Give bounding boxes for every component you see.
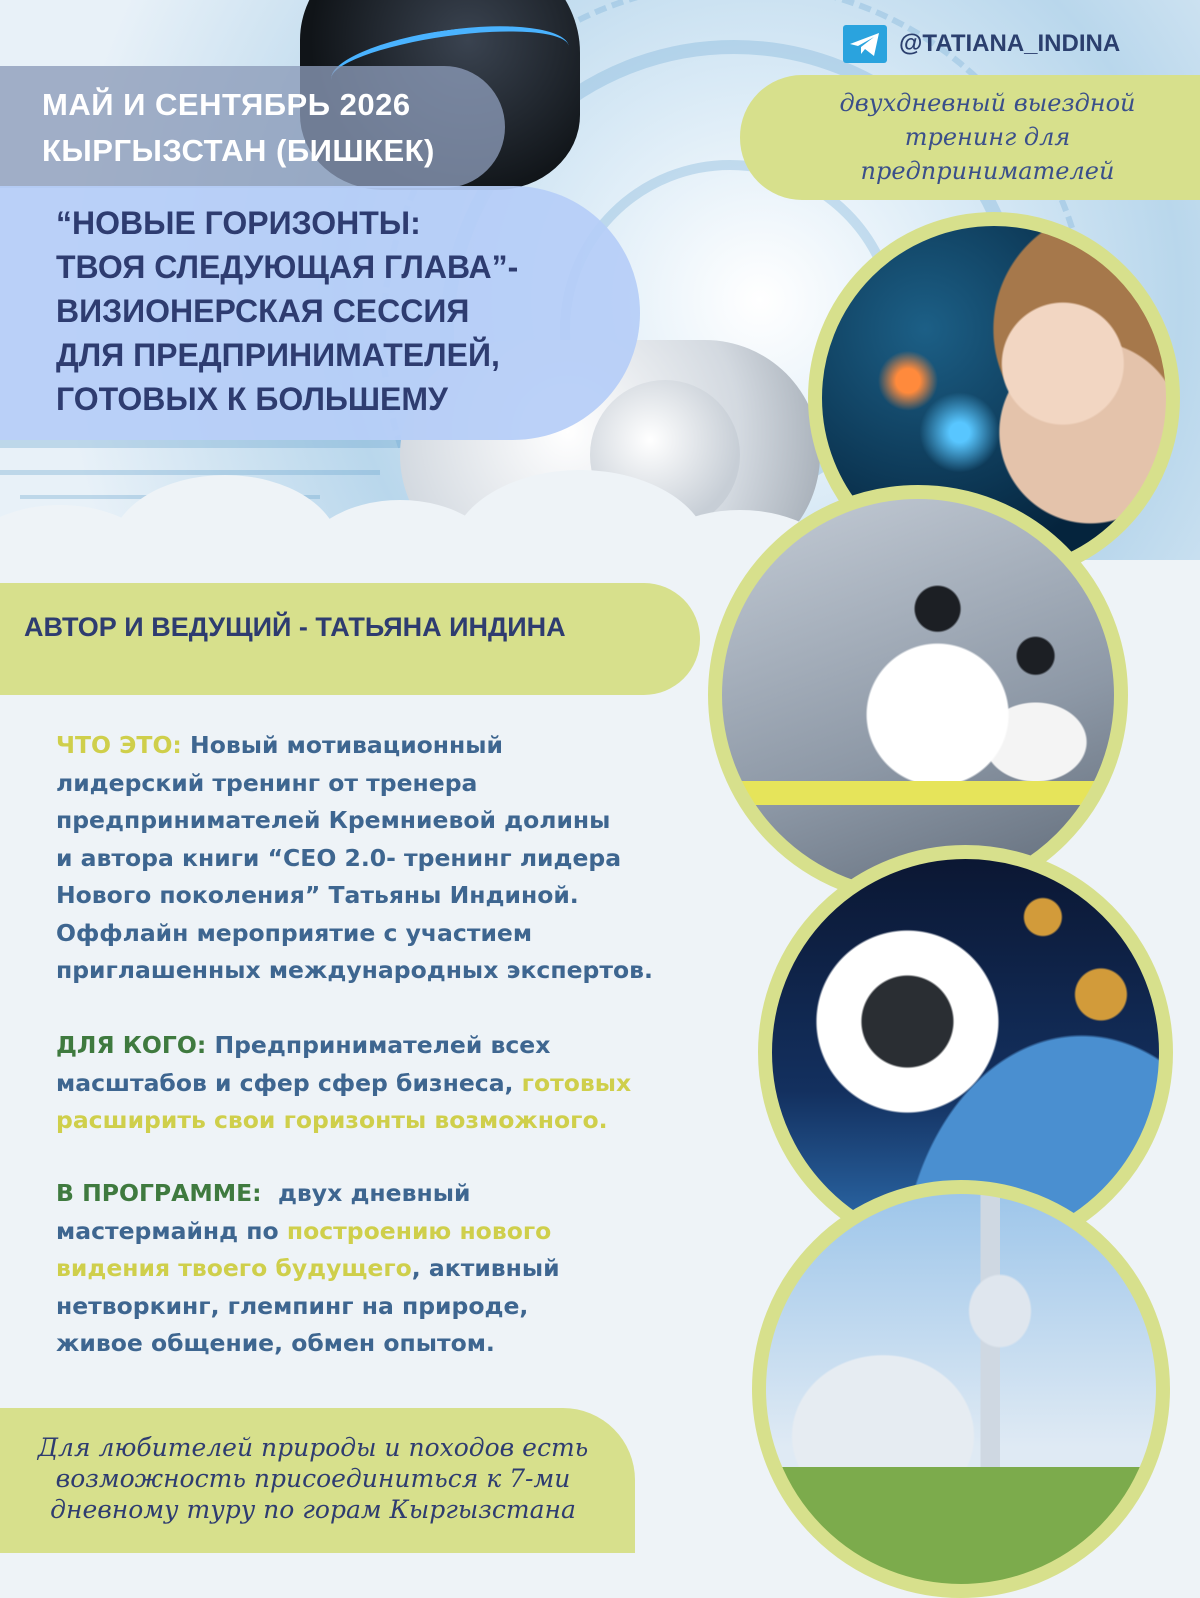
handle-text: @TATIANA_INDINA [899,30,1121,57]
subtitle-line: двухдневный выездной [839,89,1136,117]
section-who-highlight: готовых [521,1068,632,1097]
section-program-text: , активный [411,1254,560,1282]
section-program-label: В ПРОГРАММЕ: [56,1179,262,1207]
title-line: “НОВЫЕ ГОРИЗОНТЫ: [56,205,421,241]
footer-line: Для любителей природы и походов есть [37,1433,589,1462]
section-program-text: нетворкинг, глемпинг на природе, [56,1291,529,1320]
event-location: КЫРГЫЗСТАН (БИШКЕК) [42,133,435,168]
title-line: ВИЗИОНЕРСКАЯ СЕССИЯ [56,293,470,329]
event-subtitle [810,86,1165,188]
section-who-highlight: расширить свои горизонты возможного. [56,1106,608,1134]
section-what-text: приглашенных международных экспертов. [56,956,653,984]
footer-line: возможность присоединиться к 7-ми [55,1464,571,1493]
subtitle-line: тренинг для [904,123,1071,151]
section-what-text: Нового поколения” Татьяны Индиной. [56,881,579,909]
section-program-text: мастермайнд по [56,1216,287,1245]
section-who [56,1027,736,1140]
event-date-location [42,82,435,174]
title-line: ТВОЯ СЛЕДУЮЩАЯ ГЛАВА”- [56,249,519,285]
section-what-text: лидерский тренинг от тренера [56,768,478,797]
title-line: ДЛЯ ПРЕДПРИНИМАТЕЛЕЙ, [56,337,500,373]
event-date: МАЙ И СЕНТЯБРЬ 2026 [42,87,411,122]
section-program-highlight: построению нового [286,1216,552,1245]
futuristic-city-image [752,1180,1170,1598]
title-line: ГОТОВЫХ К БОЛЬШЕМУ [56,381,448,417]
section-what-text: и автора книги “CEO 2.0- тренинг лидера [56,843,622,872]
telegram-icon [843,25,887,63]
section-program-text: двух дневный [261,1179,471,1207]
event-title [56,201,626,421]
section-who-text: Предпринимателей всех [206,1031,551,1059]
footer-line: дневному туру по горам Кыргызстана [50,1495,576,1524]
section-program [56,1175,736,1363]
section-what-label: ЧТО ЭТО: [56,731,182,759]
section-program-highlight: видения твоего будущего [56,1254,412,1282]
telegram-handle-link[interactable] [843,24,1120,64]
factory-robots-image [708,485,1128,905]
section-what-text: предпринимателей Кремниевой долины [56,806,611,834]
author-name: АВТОР И ВЕДУЩИЙ - ТАТЬЯНА ИНДИНА [24,612,566,642]
section-what-text: Оффлайн мероприятие с участием [56,918,533,947]
section-who-text: масштабов и сфер сфер бизнеса, [56,1068,522,1097]
footer-note [18,1432,608,1525]
section-what [56,727,736,990]
section-program-text: живое общение, обмен опытом. [56,1329,495,1357]
section-who-label: ДЛЯ КОГО: [56,1031,207,1059]
subtitle-line: предпринимателей [860,157,1115,185]
section-what-text: Новый мотивационный [181,731,503,759]
